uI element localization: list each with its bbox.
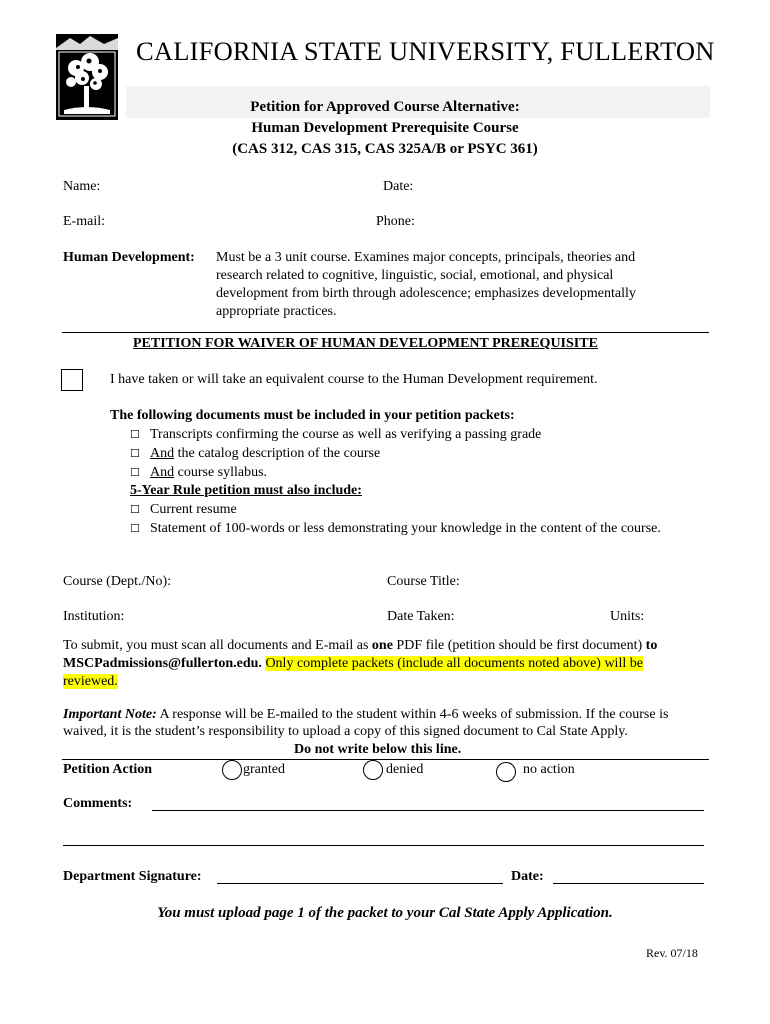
denied-label: denied [386,762,424,777]
course-label: Course (Dept./No): [63,574,172,589]
form-title-line-3: (CAS 312, CAS 315, CAS 325A/B or PSYC 361) [232,141,538,157]
department-signature-label: Department Signature: [63,869,202,884]
hd-description-line-3: development from birth through adolescence; emphasizes developmentally [216,286,636,301]
section-divider [62,332,709,333]
comments-label: Comments: [63,796,133,811]
department-signature-line[interactable] [217,883,503,884]
units-label: Units: [610,609,645,624]
five-year-heading: 5-Year Rule petition must also include: [130,483,362,498]
signature-date-line[interactable] [553,883,704,884]
no-action-radio[interactable] [496,762,516,782]
comments-line-2[interactable] [63,845,704,846]
signature-date-label: Date: [511,869,544,884]
list-item: ☐ Current resume [130,502,237,517]
waiver-heading: PETITION FOR WAIVER OF HUMAN DEVELOPMENT PREREQUISITE [133,336,598,351]
form-title-line-1: Petition for Approved Course Alternative: [250,99,520,115]
human-development-label: Human Development: [63,250,195,265]
admissions-email[interactable]: MSCPadmissions@fullerton.edu. [63,656,262,671]
waiver-checkbox[interactable] [61,369,83,391]
denied-radio[interactable] [363,760,383,780]
university-name: CALIFORNIA STATE UNIVERSITY, FULLERTON [136,36,715,66]
granted-label: granted [243,762,285,777]
checkbox-icon: ☐ [130,503,140,516]
date-taken-label: Date Taken: [387,609,455,624]
waiver-statement: I have taken or will take an equivalent course to the Human Development requirement. [110,372,598,387]
name-label: Name: [63,179,101,194]
list-item: ☐ Statement of 100-words or less demonstrating your knowledge in the content of the course. [130,521,661,536]
no-action-label: no action [523,762,575,777]
important-note-line-1: Important Note: A response will be E-mailed to the student within 4-6 weeks of submission. If the course is [63,707,669,722]
granted-radio[interactable] [222,760,242,780]
course-title-label: Course Title: [387,574,460,589]
form-title-line-2: Human Development Prerequisite Course [251,120,519,136]
hd-description-line-2: research related to cognitive, linguistic, social, emotional, and physical [216,268,614,283]
documents-heading: The following documents must be included in your petition packets: [110,408,515,423]
list-item: ☐ And the catalog description of the course [130,446,381,461]
submit-instructions-line-3: reviewed. [63,674,118,689]
list-item: ☐ And course syllabus. [130,465,268,480]
institution-label: Institution: [63,609,125,624]
hd-description-line-1: Must be a 3 unit course. Examines major concepts, principals, theories and [216,250,636,265]
petition-action-label: Petition Action [63,762,153,777]
revision-label: Rev. 07/18 [646,946,698,960]
phone-label: Phone: [376,214,415,229]
date-label: Date: [383,179,414,194]
do-not-write-note: Do not write below this line. [294,742,462,757]
submit-instructions-line-1: To submit, you must scan all documents and E-mail as one PDF file (petition should be first document) to [63,638,658,653]
checkbox-icon: ☐ [130,522,140,535]
checkbox-icon: ☐ [130,447,140,460]
email-label: E-mail: [63,214,105,229]
submit-instructions-line-2 [63,656,643,672]
list-item: ☐ Transcripts confirming the course as well as verifying a passing grade [130,427,542,442]
upload-note: You must upload page 1 of the packet to your Cal State Apply Application. [157,905,613,921]
comments-line-1[interactable] [152,810,704,811]
hd-description-line-4: appropriate practices. [216,304,337,319]
important-note-line-2: waived, it is the student’s responsibility to upload a copy of this signed document to Cal State Apply. [63,724,628,739]
highlight-note: Only complete packets (include all documents noted above) will be [265,656,643,671]
checkbox-icon: ☐ [130,428,140,441]
office-divider [62,759,709,760]
checkbox-icon: ☐ [130,466,140,479]
